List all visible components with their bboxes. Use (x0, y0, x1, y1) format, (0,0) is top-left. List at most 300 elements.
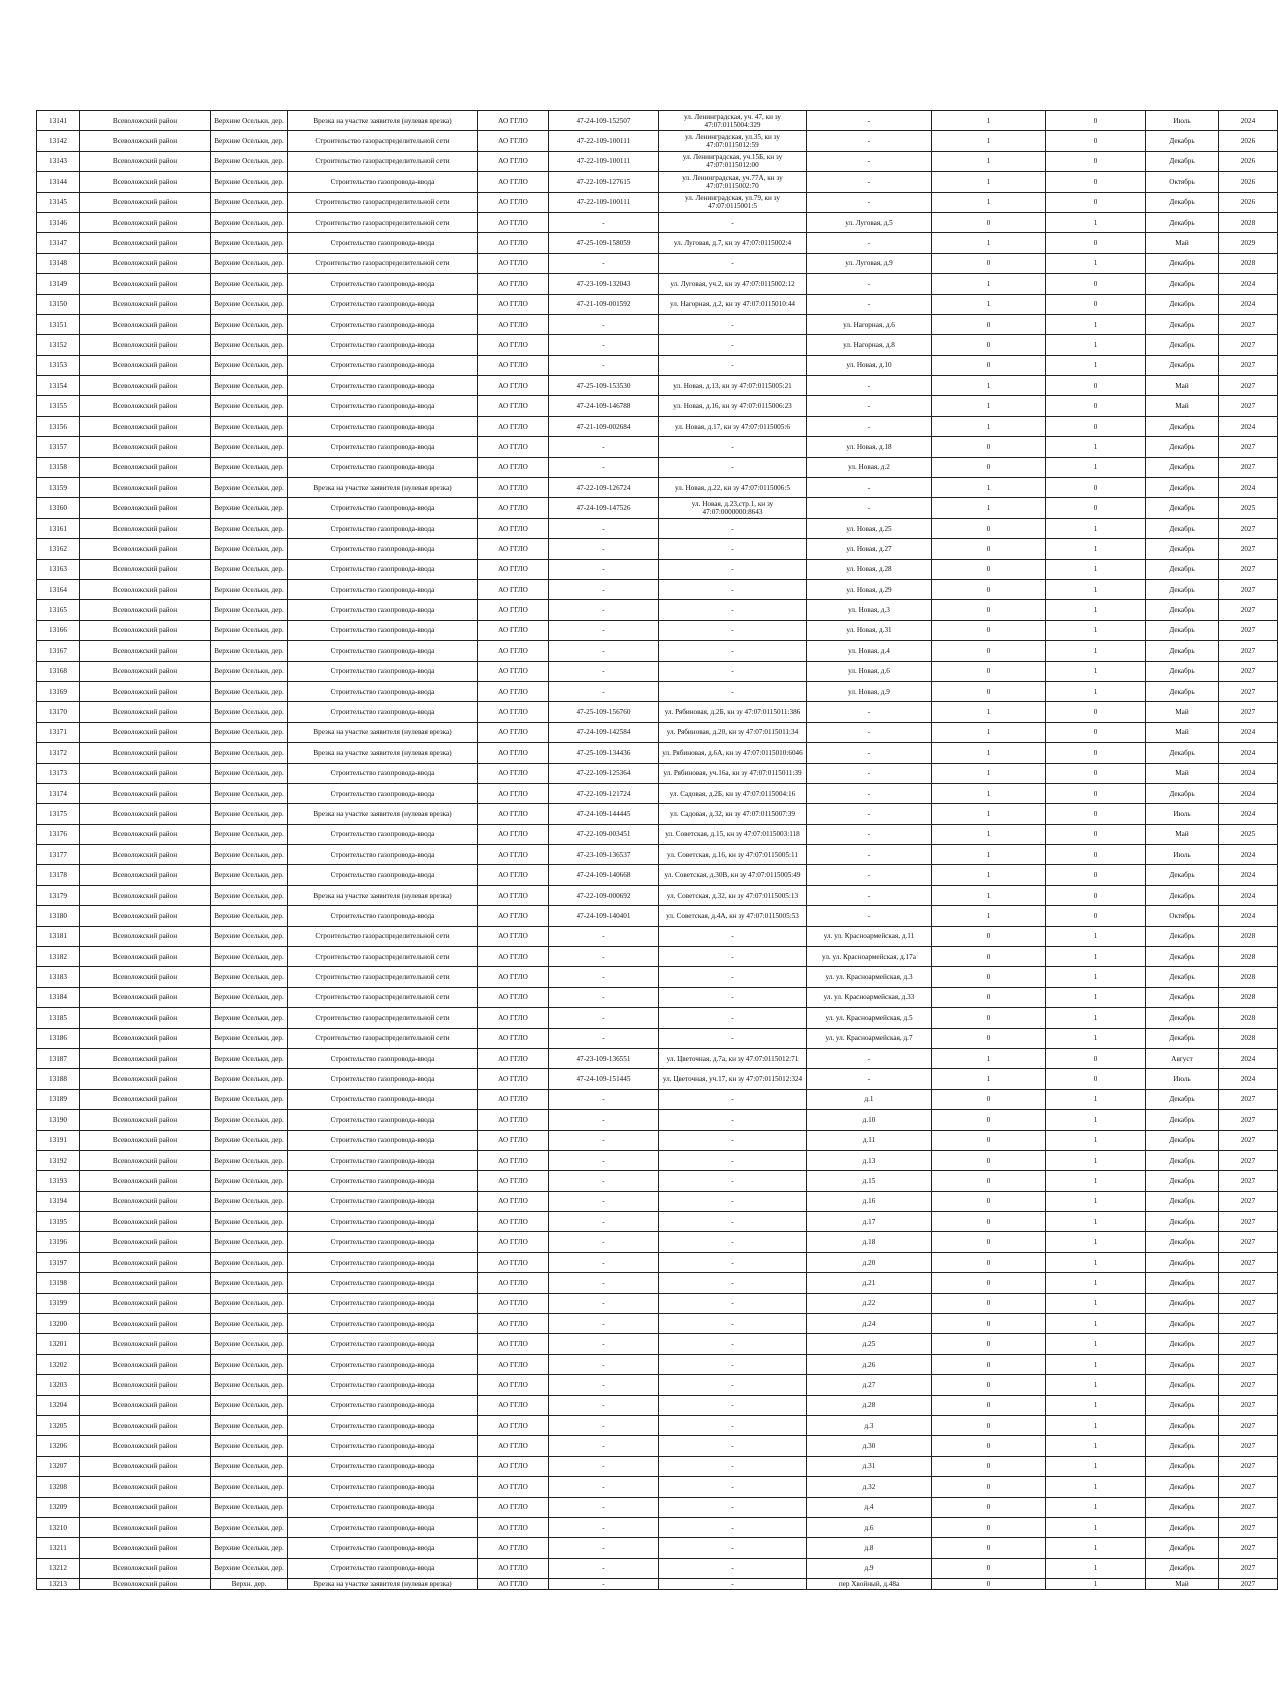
year-cell: 2027 (1219, 539, 1278, 559)
application-number-cell: 47-24-109-152507 (549, 111, 659, 131)
district-cell: Всеволожский район (80, 1028, 211, 1048)
application-number-cell: - (549, 1334, 659, 1354)
month-cell: Декабрь (1146, 416, 1219, 436)
count-a-cell: 1 (932, 233, 1046, 253)
count-b-cell: 1 (1046, 1150, 1146, 1170)
address-cadastral-cell: - (659, 1212, 807, 1232)
district-cell: Всеволожский район (80, 1212, 211, 1232)
settlement-cell: Верхние Осельки, дер. (211, 1110, 288, 1130)
year-cell: 2027 (1219, 1436, 1278, 1456)
table-row (37, 192, 1278, 212)
year-cell: 2027 (1219, 1497, 1278, 1517)
organization-cell: АО ГГЛО (478, 1517, 549, 1537)
application-number-cell: - (549, 1212, 659, 1232)
settlement-cell: Верхние Осельки, дер. (211, 1048, 288, 1068)
count-b-cell: 1 (1046, 1089, 1146, 1109)
address-cadastral-cell: - (659, 212, 807, 232)
work-type-cell: Строительство газопровода-ввода (288, 1089, 478, 1109)
year-cell: 2028 (1219, 967, 1278, 987)
organization-cell: АО ГГЛО (478, 1314, 549, 1334)
address-cadastral-cell: - (659, 1334, 807, 1354)
count-a-cell: 0 (932, 1293, 1046, 1313)
work-type-cell: Строительство газопровода-ввода (288, 376, 478, 396)
settlement-cell: Верхние Осельки, дер. (211, 1028, 288, 1048)
work-type-cell: Строительство газопровода-ввода (288, 1375, 478, 1395)
district-cell: Всеволожский район (80, 1517, 211, 1537)
count-b-cell: 1 (1046, 1416, 1146, 1436)
work-type-cell: Строительство газопровода-ввода (288, 172, 478, 192)
count-b-cell: 0 (1046, 1069, 1146, 1089)
settlement-cell: Верхн. дер. (211, 1579, 288, 1590)
count-b-cell: 1 (1046, 1314, 1146, 1334)
row-number: 13152 (37, 335, 80, 355)
count-b-cell: 1 (1046, 314, 1146, 334)
organization-cell: АО ГГЛО (478, 212, 549, 232)
month-cell: Декабрь (1146, 1089, 1219, 1109)
work-type-cell: Врезка на участке заявителя (нулевая врезка) (288, 111, 478, 131)
work-type-cell: Строительство газораспределительной сети (288, 192, 478, 212)
count-b-cell: 1 (1046, 1273, 1146, 1293)
count-a-cell: 1 (932, 478, 1046, 498)
table-row (37, 1110, 1278, 1130)
work-type-cell: Строительство газопровода-ввода (288, 274, 478, 294)
settlement-cell: Верхние Осельки, дер. (211, 1558, 288, 1578)
row-number: 13172 (37, 743, 80, 763)
month-cell: Декабрь (1146, 314, 1219, 334)
address-cell: ул. Новая, д.18 (807, 437, 932, 457)
count-a-cell: 1 (932, 376, 1046, 396)
table-row (37, 1416, 1278, 1436)
row-number: 13202 (37, 1354, 80, 1374)
count-b-cell: 1 (1046, 1436, 1146, 1456)
month-cell: Декабрь (1146, 947, 1219, 967)
settlement-cell: Верхние Осельки, дер. (211, 1395, 288, 1415)
address-cell: - (807, 396, 932, 416)
district-cell: Всеволожский район (80, 947, 211, 967)
organization-cell: АО ГГЛО (478, 1354, 549, 1374)
year-cell: 2027 (1219, 314, 1278, 334)
table-row (37, 478, 1278, 498)
work-type-cell: Строительство газопровода-ввода (288, 355, 478, 375)
district-cell: Всеволожский район (80, 1314, 211, 1334)
year-cell: 2027 (1219, 579, 1278, 599)
settlement-cell: Верхние Осельки, дер. (211, 1436, 288, 1456)
month-cell: Декабрь (1146, 579, 1219, 599)
work-type-cell: Строительство газораспределительной сети (288, 926, 478, 946)
count-a-cell: 0 (932, 1456, 1046, 1476)
year-cell: 2028 (1219, 926, 1278, 946)
table-row (37, 1232, 1278, 1252)
address-cell: д.11 (807, 1130, 932, 1150)
month-cell: Декабрь (1146, 885, 1219, 905)
month-cell: Декабрь (1146, 783, 1219, 803)
address-cadastral-cell: ул. Цветочная, уч.17, кн зу 47:07:0115012:324 (659, 1069, 807, 1089)
table-row (37, 1008, 1278, 1028)
district-cell: Всеволожский район (80, 1008, 211, 1028)
row-number: 13183 (37, 967, 80, 987)
settlement-cell: Верхние Осельки, дер. (211, 1497, 288, 1517)
count-b-cell: 0 (1046, 192, 1146, 212)
district-cell: Всеволожский район (80, 294, 211, 314)
count-a-cell: 0 (932, 1497, 1046, 1517)
year-cell: 2027 (1219, 396, 1278, 416)
application-number-cell: - (549, 987, 659, 1007)
work-type-cell: Строительство газопровода-ввода (288, 641, 478, 661)
row-number: 13192 (37, 1150, 80, 1170)
address-cadastral-cell: - (659, 1517, 807, 1537)
organization-cell: АО ГГЛО (478, 1252, 549, 1272)
table-row (37, 804, 1278, 824)
settlement-cell: Верхние Осельки, дер. (211, 335, 288, 355)
table-row (37, 743, 1278, 763)
address-cadastral-cell: ул. Рябиновая, д.6А, кн зу 47:07:0115010:6046 (659, 743, 807, 763)
organization-cell: АО ГГЛО (478, 518, 549, 538)
table-row (37, 253, 1278, 273)
settlement-cell: Верхние Осельки, дер. (211, 865, 288, 885)
row-number: 13177 (37, 845, 80, 865)
month-cell: Декабрь (1146, 1354, 1219, 1374)
district-cell: Всеволожский район (80, 457, 211, 477)
address-cell: д.1 (807, 1089, 932, 1109)
district-cell: Всеволожский район (80, 1354, 211, 1374)
address-cadastral-cell: - (659, 1416, 807, 1436)
work-type-cell: Строительство газопровода-ввода (288, 1497, 478, 1517)
count-a-cell: 0 (932, 1354, 1046, 1374)
address-cadastral-cell: - (659, 1252, 807, 1272)
organization-cell: АО ГГЛО (478, 1395, 549, 1415)
application-number-cell: - (549, 1028, 659, 1048)
address-cell: ул. ул. Красноармейская, д.5 (807, 1008, 932, 1028)
application-number-cell: - (549, 1089, 659, 1109)
count-b-cell: 0 (1046, 478, 1146, 498)
organization-cell: АО ГГЛО (478, 1293, 549, 1313)
count-a-cell: 0 (932, 1232, 1046, 1252)
application-number-cell: - (549, 967, 659, 987)
month-cell: Май (1146, 396, 1219, 416)
row-number: 13203 (37, 1375, 80, 1395)
address-cadastral-cell: - (659, 967, 807, 987)
address-cadastral-cell: ул. Рябиновая, уч.16а, кн зу 47:07:0115011:39 (659, 763, 807, 783)
application-number-cell: 47-22-109-003451 (549, 824, 659, 844)
settlement-cell: Верхние Осельки, дер. (211, 1273, 288, 1293)
table-row (37, 274, 1278, 294)
count-a-cell: 0 (932, 355, 1046, 375)
count-b-cell: 1 (1046, 1130, 1146, 1150)
address-cadastral-cell: - (659, 1089, 807, 1109)
address-cell: - (807, 824, 932, 844)
address-cell: - (807, 111, 932, 131)
count-a-cell: 1 (932, 294, 1046, 314)
table-row (37, 1150, 1278, 1170)
address-cadastral-cell: - (659, 1395, 807, 1415)
work-type-cell: Врезка на участке заявителя (нулевая врезка) (288, 1579, 478, 1590)
row-number: 13151 (37, 314, 80, 334)
application-number-cell: - (549, 1171, 659, 1191)
month-cell: Декабрь (1146, 1008, 1219, 1028)
settlement-cell: Верхние Осельки, дер. (211, 355, 288, 375)
address-cadastral-cell: - (659, 579, 807, 599)
district-cell: Всеволожский район (80, 1069, 211, 1089)
work-type-cell: Строительство газопровода-ввода (288, 1048, 478, 1068)
organization-cell: АО ГГЛО (478, 1110, 549, 1130)
work-type-cell: Строительство газопровода-ввода (288, 783, 478, 803)
month-cell: Август (1146, 1048, 1219, 1068)
month-cell: Декабрь (1146, 355, 1219, 375)
district-cell: Всеволожский район (80, 233, 211, 253)
work-type-cell: Строительство газораспределительной сети (288, 131, 478, 151)
work-type-cell: Строительство газопровода-ввода (288, 1130, 478, 1150)
address-cadastral-cell: ул. Рябиновая, д.20, кн зу 47:07:0115011:34 (659, 722, 807, 742)
month-cell: Май (1146, 824, 1219, 844)
count-b-cell: 1 (1046, 926, 1146, 946)
organization-cell: АО ГГЛО (478, 355, 549, 375)
row-number: 13196 (37, 1232, 80, 1252)
settlement-cell: Верхние Осельки, дер. (211, 1089, 288, 1109)
district-cell: Всеволожский район (80, 804, 211, 824)
count-a-cell: 1 (932, 1069, 1046, 1089)
work-type-cell: Строительство газопровода-ввода (288, 1517, 478, 1537)
address-cadastral-cell: - (659, 1456, 807, 1476)
year-cell: 2024 (1219, 885, 1278, 905)
address-cadastral-cell: - (659, 518, 807, 538)
address-cadastral-cell: ул. Ленинградская, ул.35, кн зу 47:07:0115012:59 (659, 131, 807, 151)
work-type-cell: Строительство газораспределительной сети (288, 947, 478, 967)
row-number: 13182 (37, 947, 80, 967)
settlement-cell: Верхние Осельки, дер. (211, 579, 288, 599)
work-type-cell: Строительство газораспределительной сети (288, 967, 478, 987)
address-cell: - (807, 274, 932, 294)
organization-cell: АО ГГЛО (478, 1069, 549, 1089)
district-cell: Всеволожский район (80, 1191, 211, 1211)
year-cell: 2027 (1219, 1558, 1278, 1578)
district-cell: Всеволожский район (80, 845, 211, 865)
count-a-cell: 0 (932, 1028, 1046, 1048)
month-cell: Декабрь (1146, 1375, 1219, 1395)
address-cadastral-cell: ул. Советская, д.15, кн зу 47:07:0115003:118 (659, 824, 807, 844)
settlement-cell: Верхние Осельки, дер. (211, 151, 288, 171)
district-cell: Всеволожский район (80, 1334, 211, 1354)
year-cell: 2027 (1219, 1089, 1278, 1109)
address-cadastral-cell: ул. Нагорная, д.2, кн зу 47:07:0115010:44 (659, 294, 807, 314)
table-row (37, 763, 1278, 783)
settlement-cell: Верхние Осельки, дер. (211, 1314, 288, 1334)
organization-cell: АО ГГЛО (478, 1232, 549, 1252)
district-cell: Всеволожский район (80, 539, 211, 559)
count-a-cell: 0 (932, 1089, 1046, 1109)
count-b-cell: 1 (1046, 947, 1146, 967)
table-row (37, 885, 1278, 905)
application-number-cell: - (549, 579, 659, 599)
application-number-cell: - (549, 1517, 659, 1537)
settlement-cell: Верхние Осельки, дер. (211, 926, 288, 946)
address-cadastral-cell: ул. Садовая, д.32, кн зу 47:07:0115007:39 (659, 804, 807, 824)
settlement-cell: Верхние Осельки, дер. (211, 376, 288, 396)
address-cadastral-cell: ул. Новая, д.17, кн зу 47:07:0115005:6 (659, 416, 807, 436)
work-type-cell: Строительство газопровода-ввода (288, 1558, 478, 1578)
count-a-cell: 0 (932, 1395, 1046, 1415)
count-a-cell: 0 (932, 1130, 1046, 1150)
application-number-cell: 47-24-109-146788 (549, 396, 659, 416)
address-cell: ул. Новая, д.27 (807, 539, 932, 559)
year-cell: 2028 (1219, 1028, 1278, 1048)
application-number-cell: - (549, 1558, 659, 1578)
address-cell: д.8 (807, 1538, 932, 1558)
year-cell: 2024 (1219, 1069, 1278, 1089)
district-cell: Всеволожский район (80, 192, 211, 212)
address-cadastral-cell: ул. Цветочная, д.7а, кн зу 47:07:0115012:71 (659, 1048, 807, 1068)
work-type-cell: Строительство газопровода-ввода (288, 1150, 478, 1170)
table-row (37, 1212, 1278, 1232)
count-a-cell: 0 (932, 559, 1046, 579)
address-cadastral-cell: ул. Новая, д.13, кн зу 47:07:0115005:21 (659, 376, 807, 396)
address-cadastral-cell: - (659, 1171, 807, 1191)
address-cadastral-cell: - (659, 1436, 807, 1456)
count-a-cell: 0 (932, 1436, 1046, 1456)
table-row (37, 498, 1278, 518)
month-cell: Декабрь (1146, 457, 1219, 477)
month-cell: Декабрь (1146, 335, 1219, 355)
table-row (37, 1130, 1278, 1150)
organization-cell: АО ГГЛО (478, 865, 549, 885)
application-number-cell: - (549, 1150, 659, 1170)
address-cadastral-cell: - (659, 1110, 807, 1130)
address-cell: - (807, 172, 932, 192)
application-number-cell: - (549, 212, 659, 232)
work-type-cell: Строительство газопровода-ввода (288, 1069, 478, 1089)
application-number-cell: - (549, 1395, 659, 1415)
district-cell: Всеволожский район (80, 926, 211, 946)
year-cell: 2024 (1219, 865, 1278, 885)
year-cell: 2024 (1219, 763, 1278, 783)
address-cell: д.28 (807, 1395, 932, 1415)
month-cell: Декабрь (1146, 661, 1219, 681)
address-cadastral-cell: - (659, 1477, 807, 1497)
year-cell: 2027 (1219, 1293, 1278, 1313)
month-cell: Декабрь (1146, 743, 1219, 763)
application-number-cell: - (549, 1191, 659, 1211)
row-number: 13210 (37, 1517, 80, 1537)
application-number-cell: 47-24-109-151445 (549, 1069, 659, 1089)
count-b-cell: 1 (1046, 1110, 1146, 1130)
count-b-cell: 1 (1046, 987, 1146, 1007)
year-cell: 2024 (1219, 743, 1278, 763)
month-cell: Декабрь (1146, 620, 1219, 640)
year-cell: 2024 (1219, 1048, 1278, 1068)
table-row (37, 314, 1278, 334)
count-a-cell: 1 (932, 172, 1046, 192)
settlement-cell: Верхние Осельки, дер. (211, 416, 288, 436)
count-b-cell: 1 (1046, 1171, 1146, 1191)
application-number-cell: - (549, 661, 659, 681)
settlement-cell: Верхние Осельки, дер. (211, 1293, 288, 1313)
row-number: 13156 (37, 416, 80, 436)
count-a-cell: 0 (932, 1477, 1046, 1497)
row-number: 13198 (37, 1273, 80, 1293)
organization-cell: АО ГГЛО (478, 804, 549, 824)
row-number: 13170 (37, 702, 80, 722)
table-row (37, 1456, 1278, 1476)
count-b-cell: 1 (1046, 641, 1146, 661)
settlement-cell: Верхние Осельки, дер. (211, 253, 288, 273)
year-cell: 2024 (1219, 783, 1278, 803)
count-a-cell: 0 (932, 1334, 1046, 1354)
year-cell: 2028 (1219, 212, 1278, 232)
count-b-cell: 1 (1046, 579, 1146, 599)
row-number: 13160 (37, 498, 80, 518)
table-row (37, 355, 1278, 375)
year-cell: 2027 (1219, 1375, 1278, 1395)
count-b-cell: 1 (1046, 1395, 1146, 1415)
address-cell: д.15 (807, 1171, 932, 1191)
address-cadastral-cell: - (659, 1130, 807, 1150)
row-number: 13208 (37, 1477, 80, 1497)
table-row (37, 1171, 1278, 1191)
address-cadastral-cell: - (659, 335, 807, 355)
settlement-cell: Верхние Осельки, дер. (211, 947, 288, 967)
month-cell: Декабрь (1146, 1212, 1219, 1232)
address-cadastral-cell: ул. Рябиновая, д.2Б, кн зу 47:07:0115011:386 (659, 702, 807, 722)
row-number: 13206 (37, 1436, 80, 1456)
application-number-cell: 47-24-109-140401 (549, 906, 659, 926)
work-type-cell: Строительство газопровода-ввода (288, 1110, 478, 1130)
count-a-cell: 1 (932, 906, 1046, 926)
organization-cell: АО ГГЛО (478, 376, 549, 396)
row-number: 13154 (37, 376, 80, 396)
table-row (37, 681, 1278, 701)
address-cell: д.22 (807, 1293, 932, 1313)
table-row (37, 1028, 1278, 1048)
month-cell: Декабрь (1146, 926, 1219, 946)
work-type-cell: Строительство газораспределительной сети (288, 1008, 478, 1028)
count-b-cell: 1 (1046, 1293, 1146, 1313)
district-cell: Всеволожский район (80, 151, 211, 171)
application-number-cell: - (549, 1252, 659, 1272)
work-type-cell: Строительство газопровода-ввода (288, 1314, 478, 1334)
year-cell: 2027 (1219, 518, 1278, 538)
settlement-cell: Верхние Осельки, дер. (211, 783, 288, 803)
table-row (37, 151, 1278, 171)
count-b-cell: 0 (1046, 151, 1146, 171)
work-type-cell: Строительство газопровода-ввода (288, 845, 478, 865)
settlement-cell: Верхние Осельки, дер. (211, 1354, 288, 1374)
settlement-cell: Верхние Осельки, дер. (211, 498, 288, 518)
table-row (37, 559, 1278, 579)
address-cell: ул. ул. Красноармейская, д.17а (807, 947, 932, 967)
address-cell: - (807, 702, 932, 722)
address-cell: - (807, 416, 932, 436)
count-b-cell: 0 (1046, 294, 1146, 314)
district-cell: Всеволожский район (80, 1048, 211, 1068)
district-cell: Всеволожский район (80, 743, 211, 763)
settlement-cell: Верхние Осельки, дер. (211, 111, 288, 131)
registry-sheet (36, 110, 1256, 1590)
table-row (37, 702, 1278, 722)
organization-cell: АО ГГЛО (478, 620, 549, 640)
month-cell: Декабрь (1146, 1538, 1219, 1558)
year-cell: 2027 (1219, 1191, 1278, 1211)
work-type-cell: Строительство газопровода-ввода (288, 396, 478, 416)
month-cell: Июль (1146, 111, 1219, 131)
table-row (37, 437, 1278, 457)
month-cell: Декабрь (1146, 1497, 1219, 1517)
organization-cell: АО ГГЛО (478, 416, 549, 436)
row-number: 13209 (37, 1497, 80, 1517)
count-b-cell: 0 (1046, 274, 1146, 294)
address-cell: - (807, 865, 932, 885)
row-number: 13171 (37, 722, 80, 742)
row-number: 13184 (37, 987, 80, 1007)
count-b-cell: 0 (1046, 865, 1146, 885)
